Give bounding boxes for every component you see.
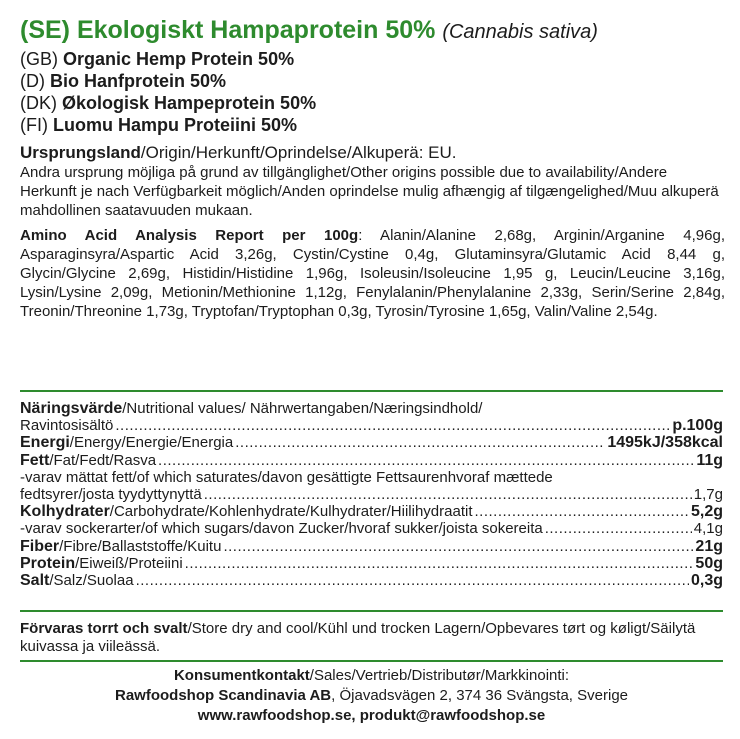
leader-dots (158, 452, 694, 469)
contact-web-line (20, 706, 723, 726)
nutrient-name: Energi (20, 434, 70, 452)
leader-dots (545, 520, 692, 537)
leader-dots (115, 417, 670, 434)
nutrient-translations: /Eiweiß/Proteiini (75, 554, 183, 572)
nutrition-row (20, 469, 723, 486)
nutrition-row (20, 452, 723, 469)
origin-text: /Origin/Herkunft/Oprindelse/Alkuperä: EU. (140, 143, 457, 162)
contact-address: , Öjavadsvägen 2, 374 36 Svängsta, Sverige (331, 687, 628, 704)
language-code: (GB) (20, 49, 58, 69)
contact-label-bold: Konsumentkontakt (173, 667, 310, 684)
nutrition-row (20, 486, 723, 503)
contact-company: Rawfoodshop Scandinavia AB (115, 687, 332, 704)
nutrient-value: 21g (695, 537, 723, 555)
contact-web: www.rawfoodshop.se, produkt@rawfoodshop.se (197, 707, 546, 724)
label-top-section (20, 14, 725, 321)
nutrient-value: 11g (696, 451, 723, 469)
nutrient-value: 1495kJ/358kcal (607, 434, 723, 452)
nutrient-translations: /Carbohydrate/Kohlenhydrate/Kulhydrater/Hiilihydraatit (109, 503, 473, 521)
scientific-name: (Cannabis sativa) (442, 21, 598, 43)
nutrition-row (20, 520, 723, 537)
consumer-contact (20, 666, 723, 726)
nutrition-row (20, 572, 723, 589)
nutrition-row (20, 538, 723, 555)
nutrition-row (20, 503, 723, 520)
language-code: (DK) (20, 93, 57, 113)
nutrition-table (20, 400, 723, 589)
nutrition-row (20, 434, 723, 451)
language-name: Økologisk Hampeprotein 50% (62, 93, 317, 113)
language-line-fi (20, 114, 725, 136)
nutrition-header (20, 400, 723, 417)
nutrition-header-line2-text: Ravintosisältö (20, 417, 114, 435)
nutrient-name: Salt (20, 572, 50, 590)
contact-label-rest: /Sales/Vertrieb/Distributør/Markkinointi: (309, 667, 570, 684)
nutrient-translations: /Salz/Suolaa (49, 572, 134, 590)
leader-dots (185, 555, 694, 572)
nutrient-name: Protein (20, 554, 76, 572)
leader-dots (136, 572, 689, 589)
amino-text: : Alanin/Alanine 2,68g, Arginin/Arganine 4,96g, Asparaginsyra/Aspartic Acid 3,26g, Cystin/Cystine 0,4g, Glutaminsyra/Glutamic Acid 8,44 g, Glycin/Glycine 2,69g, Histidin/Histidine 1,96g, Isoleusin/Isoleucine 1,95 g, Leucin/Leucine 3,16g, Lysin/Lysine 2,09g, Metionin/Methionine 1,12g, Fenylalanin/Phenylalanine 2,33g, Serin/Serine 2,84g, Treonin/Threonine 1,73g, Tryptofan/Tryptophan 0,3g, Tyrosin/Tyrosine 1,65g, Valin/Valine 2,54g. (20, 227, 725, 320)
nutrient-translations: -varav sockerarter/of which sugars/davon Zucker/hvoraf sukker/joista sokereita (20, 520, 543, 538)
amino-label: Amino Acid Analysis Report per 100g (20, 227, 359, 244)
divider-bottom (20, 660, 723, 662)
language-line-de (20, 70, 725, 92)
nutrient-translations: fedtsyrer/josta tyydyttynyttä (20, 486, 202, 504)
nutrient-translations: /Fat/Fedt/Rasva (49, 451, 157, 469)
contact-company-line (20, 686, 723, 706)
storage-rest: /Store dry and cool/Kühl und trocken Lagern/Opbevares tørt og køligt/Säilytä kuivassa ja viileässä. (20, 620, 696, 655)
leader-dots (475, 503, 689, 520)
language-name: Bio Hanfprotein 50% (50, 71, 227, 91)
nutrition-header-rest: /Nutritional values/ Nährwertangaben/Næringsindhold/ (122, 400, 483, 417)
amino-acid-report (20, 226, 725, 321)
origin-note: Andra ursprung möjliga på grund av tillgänglighet/Other origins possible due to availability/Andere Herkunft je nach Verfügbarkeit möglich/Anden oprindelse mulig afhængig af tilgængelighed/Muu alkuperä mahdollinen saatavuuden mukaan. (20, 164, 719, 219)
storage-bold: Förvaras torrt och svalt (20, 620, 188, 637)
origin-line (20, 142, 725, 163)
nutrient-name: Kolhydrater (20, 503, 110, 521)
storage-note (20, 620, 723, 656)
nutrient-value: 0,3g (690, 572, 723, 590)
language-name: Luomu Hampu Proteiini 50% (53, 115, 298, 135)
contact-label-line (20, 666, 723, 686)
language-code: (D) (20, 71, 45, 91)
product-title-main: (SE) Ekologiskt Hampaprotein 50% (20, 16, 436, 44)
language-line-dk (20, 92, 725, 114)
nutrient-value: 1,7g (693, 486, 723, 504)
language-name: Organic Hemp Protein 50% (63, 49, 295, 69)
nutrient-value: 5,2g (690, 503, 723, 521)
per-100g: p.100g (672, 417, 723, 435)
nutrient-translations: /Fibre/Ballaststoffe/Kuitu (59, 537, 222, 555)
nutrient-value: 4,1g (693, 520, 723, 538)
product-title (20, 14, 725, 48)
leader-dots (223, 538, 693, 555)
language-code: (FI) (20, 115, 48, 135)
origin-label: Ursprungsland (20, 143, 141, 162)
leader-dots (204, 486, 692, 503)
language-line-gb (20, 48, 725, 70)
nutrient-translations: /Energy/Energie/Energia (69, 434, 234, 452)
nutrient-translations: -varav mättat fett/of which saturates/davon gesättigte Fettsaurenhvoraf mættede (20, 468, 553, 486)
nutrition-header-line2 (20, 417, 723, 434)
divider-middle (20, 610, 723, 612)
nutrient-value: 50g (695, 554, 723, 572)
nutrition-row (20, 555, 723, 572)
nutrient-name: Fiber (20, 537, 60, 555)
divider-top (20, 390, 723, 392)
leader-dots (235, 434, 605, 451)
nutrition-header-bold: Näringsvärde (20, 400, 123, 417)
nutrient-name: Fett (20, 451, 50, 469)
